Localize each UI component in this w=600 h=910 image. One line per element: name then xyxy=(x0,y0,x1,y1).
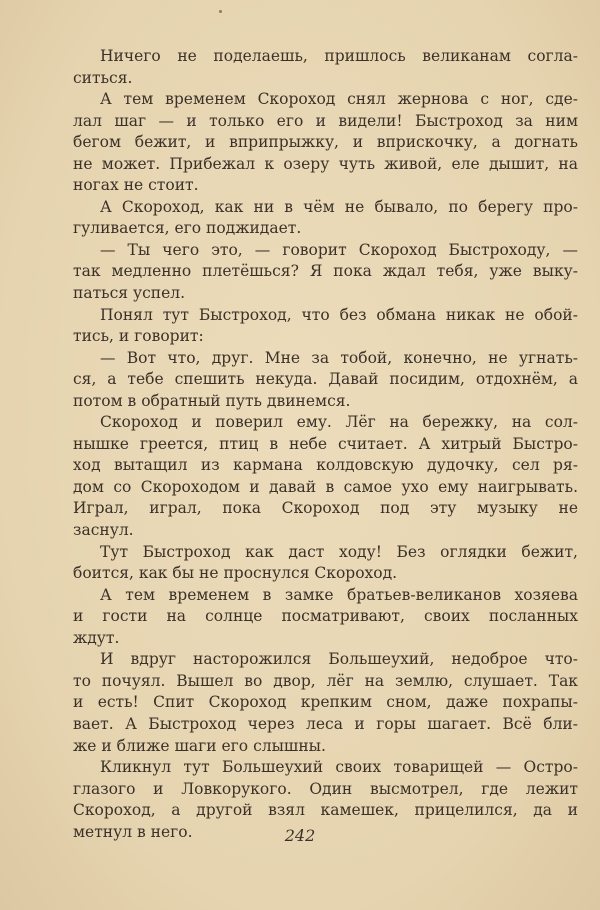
text-line: то почуял. Вышел во двор, лёг на землю, слушает. Так xyxy=(73,671,578,690)
text-line: и есть! Спит Скороход крепким сном, даже похрапы- xyxy=(73,693,578,712)
paragraph xyxy=(73,240,578,305)
text-line: лал шаг — и только его и видели! Быстроход за ним xyxy=(73,111,578,130)
text-line: нышке греется, птиц в небе считает. А хитрый Быстро- xyxy=(73,434,578,453)
text-line: Скороход и поверил ему. Лёг на бережку, на сол- xyxy=(100,413,578,432)
paragraph xyxy=(73,197,578,240)
text-line: Скороход, а другой взял камешек, прицелился, да и xyxy=(73,801,578,820)
text-line: ждут. xyxy=(73,628,120,647)
text-line: же и ближе шаги его слышны. xyxy=(73,736,326,755)
text-line: И вдруг насторожился Большеухий, недоброе что- xyxy=(100,650,578,669)
body-text xyxy=(73,46,578,843)
text-line: заснул. xyxy=(73,521,134,540)
paragraph xyxy=(73,649,578,757)
page-number: 242 xyxy=(284,826,316,845)
text-line: Играл, играл, пока Скороход под эту музыку не xyxy=(73,499,578,518)
paragraph xyxy=(73,348,578,413)
text-line: и гости на солнце посматривают, своих посланных xyxy=(73,607,578,626)
text-line: тись, и говорит: xyxy=(73,327,204,346)
text-line: бегом бежит, и вприпрыжку, и вприскочку, а догнать xyxy=(73,133,578,152)
print-speck xyxy=(219,10,222,13)
paragraph xyxy=(73,89,578,197)
paragraph xyxy=(73,412,578,541)
text-line: дом со Скороходом и давай в самое ухо ему наигрывать. xyxy=(73,477,578,496)
text-line: не может. Прибежал к озеру чуть живой, еле дышит, на xyxy=(73,154,578,173)
text-line: глазого и Ловкорукого. Один высмотрел, где лежит xyxy=(73,779,578,798)
text-line: — Ты чего это, — говорит Скороход Быстроходу, — xyxy=(100,240,578,259)
text-line: так медленно плетёшься? Я пока ждал тебя, уже выку- xyxy=(73,262,578,281)
text-line: паться успел. xyxy=(73,284,186,303)
text-line: Понял тут Быстроход, что без обмана никак не обой- xyxy=(100,305,578,324)
text-line: ситься. xyxy=(73,68,133,87)
text-line: А Скороход, как ни в чём не бывало, по берегу про- xyxy=(100,197,578,216)
text-line: А тем временем Скороход снял жернова с ног, сде- xyxy=(100,90,578,109)
text-line: метнул в него. xyxy=(73,822,193,841)
text-line: — Вот что, друг. Мне за тобой, конечно, не угнать- xyxy=(100,348,578,367)
paragraph xyxy=(73,305,578,348)
text-line: гуливается, его поджидает. xyxy=(73,219,302,238)
text-line: Тут Быстроход как даст ходу! Без оглядки бежит, xyxy=(100,542,578,561)
paragraph xyxy=(73,542,578,585)
text-line: вает. А Быстроход через леса и горы шагает. Всё бли- xyxy=(73,714,578,733)
text-line: ход вытащил из кармана колдовскую дудочку, сел ря- xyxy=(73,456,578,475)
text-line: Кликнул тут Большеухий своих товарищей — Остро- xyxy=(100,758,578,777)
paragraph xyxy=(73,585,578,650)
text-line: боится, как бы не проснулся Скороход. xyxy=(73,564,398,583)
text-line: А тем временем в замке братьев-великанов хозяева xyxy=(100,585,578,604)
paragraph xyxy=(73,46,578,89)
text-line: ногах не стоит. xyxy=(73,176,199,195)
text-line: потом в обратный путь двинемся. xyxy=(73,391,351,410)
text-line: Ничего не поделаешь, пришлось великанам согла- xyxy=(100,47,578,65)
text-line: ся, а тебе спешить некуда. Давай посидим, отдохнём, а xyxy=(73,370,578,389)
